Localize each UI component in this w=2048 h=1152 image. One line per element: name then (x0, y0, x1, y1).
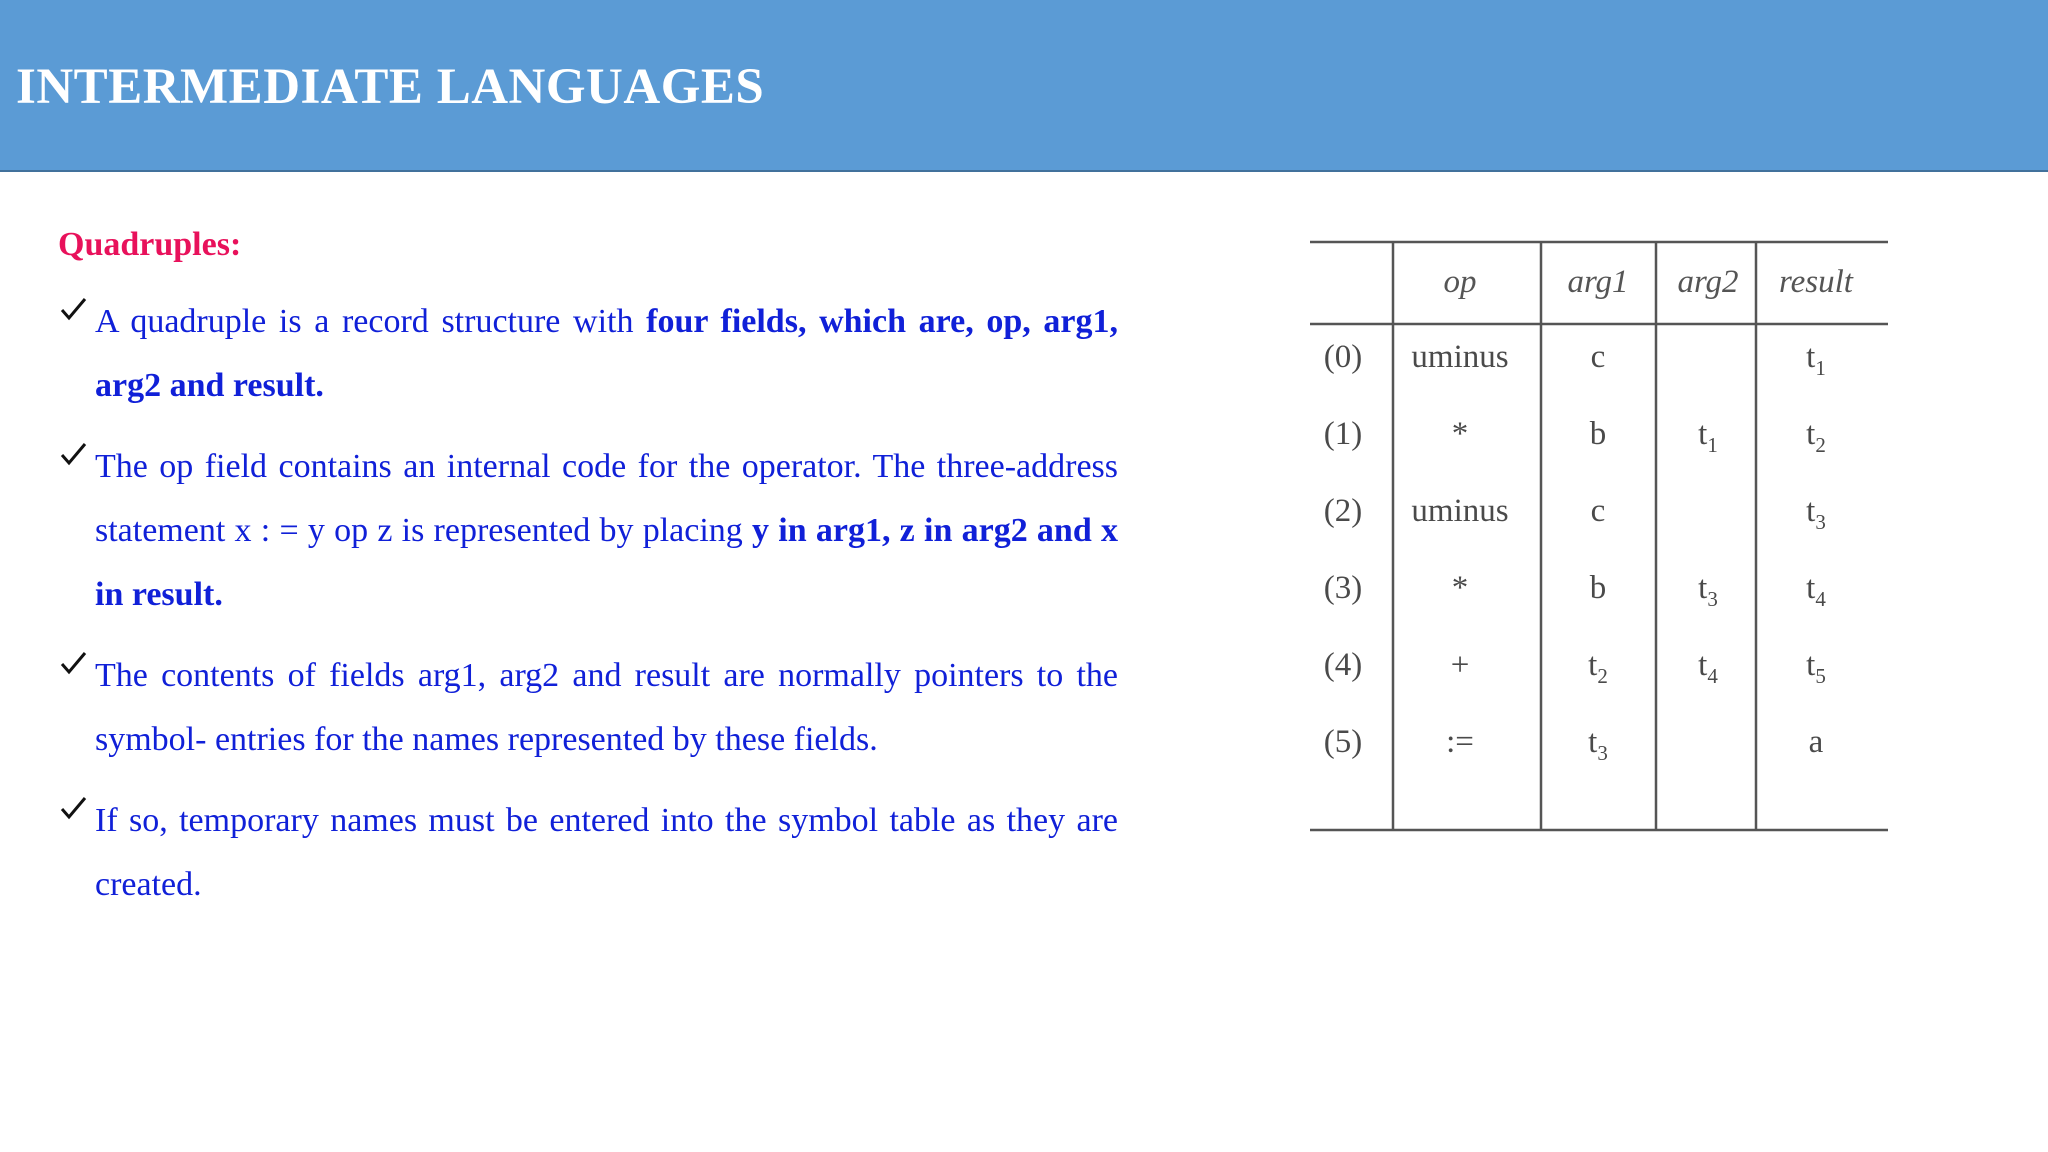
checkmark-icon (58, 439, 88, 469)
cell-arg1: c (1590, 339, 1606, 375)
row-index: (0) (1323, 339, 1363, 375)
cell-op: + (1450, 647, 1470, 683)
cell-result: $t_1$ (1806, 339, 1826, 380)
row-index: (3) (1323, 570, 1363, 606)
column-header-arg2: arg2 (1677, 264, 1739, 300)
cell-arg2: $t_1$ (1698, 416, 1718, 457)
bullet-item (58, 435, 1118, 627)
cell-op: * (1451, 416, 1469, 452)
cell-result: $t_3$ (1806, 493, 1826, 534)
column-header-arg1: arg1 (1567, 264, 1629, 300)
cell-op: := (1446, 724, 1474, 760)
cell-result: $t_4$ (1806, 570, 1826, 611)
checkmark-icon (58, 793, 88, 823)
quadruple-table (1308, 240, 1890, 832)
checkmark-icon (58, 294, 88, 324)
cell-result: $t_5$ (1806, 647, 1826, 688)
quadruple-table-graphic (1308, 240, 1890, 832)
bullet-text: A quadruple is a record structure with four fields, which are, op, arg1, arg2 and result. (95, 303, 1118, 404)
cell-arg1: $t_3$ (1588, 724, 1608, 765)
cell-op: uminus (1411, 493, 1509, 529)
bullet-text: If so, temporary names must be entered into the symbol table as they are created. (95, 802, 1118, 903)
cell-arg1: $t_2$ (1588, 647, 1608, 688)
cell-arg1: c (1590, 493, 1606, 529)
row-index: (5) (1323, 724, 1363, 760)
cell-arg1: b (1589, 570, 1607, 606)
cell-arg1: b (1589, 416, 1607, 452)
row-index: (1) (1323, 416, 1363, 452)
bullet-text: The op field contains an internal code for the operator. The three-address statement x : = y op z is represented by placing y in arg1, z in arg2 and x in result. (95, 448, 1118, 613)
slide-title: INTERMEDIATE LANGUAGES (16, 59, 765, 115)
cell-arg2: $t_4$ (1698, 647, 1718, 688)
cell-result: $t_2$ (1806, 416, 1826, 457)
bullet-text: The contents of fields arg1, arg2 and result are normally pointers to the symbol- entries for the names represented by these fields. (95, 657, 1118, 758)
row-index: (4) (1323, 647, 1363, 683)
row-index: (2) (1323, 493, 1363, 529)
bullet-item (58, 290, 1118, 418)
cell-result: a (1808, 724, 1824, 760)
table-cells (1324, 264, 1854, 765)
title-bar (0, 0, 2048, 172)
bullet-list (58, 290, 1118, 934)
cell-op: uminus (1411, 339, 1509, 375)
bullet-item (58, 789, 1118, 917)
checkmark-icon (58, 648, 88, 678)
column-header-result: result (1779, 264, 1853, 300)
bullet-item (58, 644, 1118, 772)
cell-arg2: $t_3$ (1698, 570, 1718, 611)
column-header-op: op (1443, 264, 1477, 300)
cell-op: * (1451, 570, 1469, 606)
section-heading: Quadruples: (58, 226, 242, 263)
